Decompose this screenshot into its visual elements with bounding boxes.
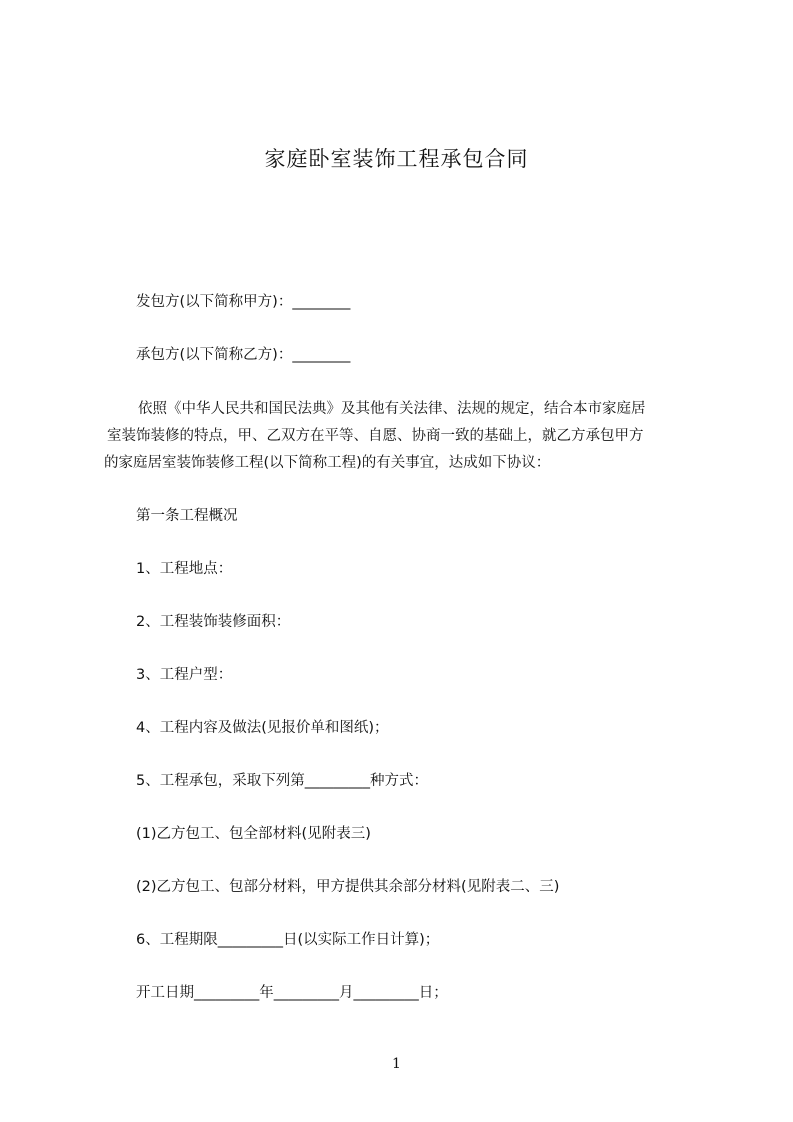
preamble-line-2: 室装饰装修的特点，甲、乙双方在平等、自愿、协商一致的基础上，就乙方承包甲方 [107,428,644,444]
preamble-line-3: 的家庭居室装饰装修工程(以下简称工程)的有关事宜，达成如下协议： [104,455,551,471]
page-number: 1 [392,1056,401,1072]
party-a-line: 发包方(以下简称甲方)：________ [136,294,351,310]
option-item: (2)乙方包工、包部分材料，甲方提供其余部分材料(见附表二、三) [136,879,560,895]
list-item: 4、工程内容及做法(见报价单和图纸)； [136,720,389,736]
list-item: 3、工程户型： [136,667,233,683]
list-item: 5、工程承包，采取下列第_________种方式： [136,773,428,789]
list-item: 1、工程地点： [136,561,233,577]
list-item: 2、工程装饰装修面积： [136,614,291,630]
party-b-line: 承包方(以下简称乙方)：________ [136,347,351,363]
list-item: 6、工程期限_________日(以实际工作日计算)； [136,932,440,948]
article-1-heading: 第一条工程概况 [136,508,238,524]
start-date-line: 开工日期_________年_________月_________日； [136,985,448,1001]
option-item: (1)乙方包工、包全部材料(见附表三) [136,826,371,842]
document-title: 家庭卧室装饰工程承包合同 [264,147,529,171]
preamble-line-1: 依照《中华人民共和国民法典》及其他有关法律、法规的规定，结合本市家庭居 [138,401,646,417]
